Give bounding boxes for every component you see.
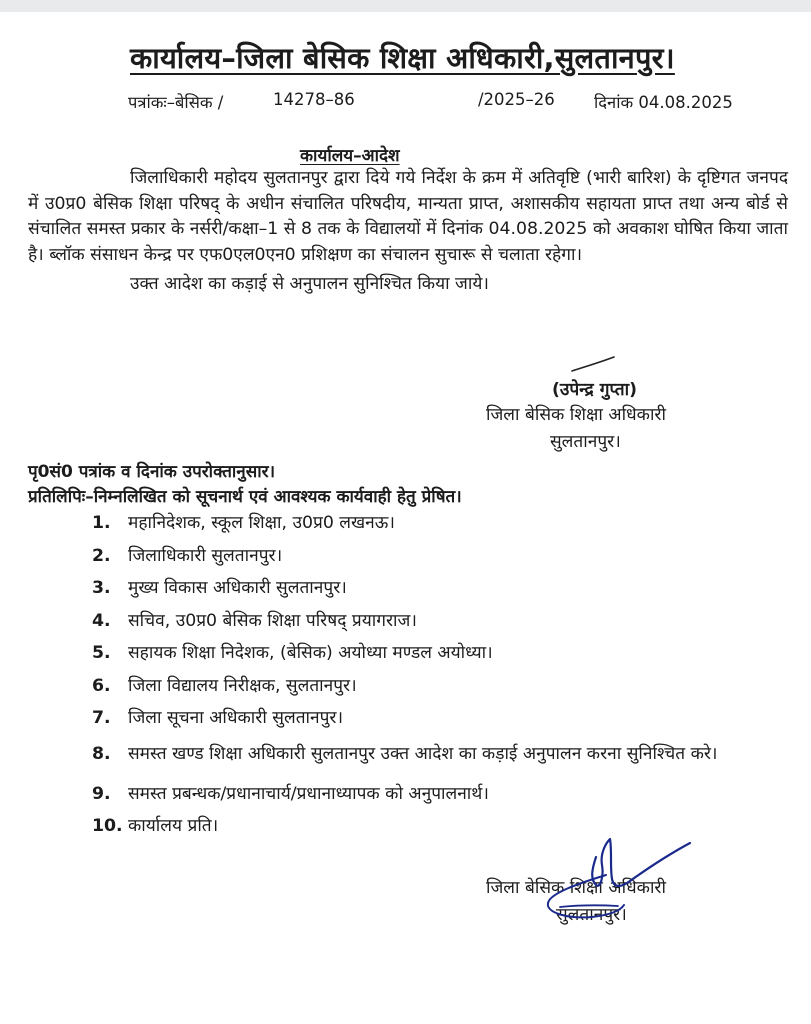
- letter-date: दिनांक 04.08.2025: [594, 93, 733, 112]
- list-item: [92, 707, 782, 730]
- item-number: 6.: [92, 675, 111, 696]
- list-item: [92, 610, 782, 633]
- item-text: जिला सूचना अधिकारी सुलतानपुर।: [128, 708, 344, 728]
- letter-ref-prefix: पत्रांकः–बेसिक /: [128, 93, 224, 112]
- item-text: जिला विद्यालय निरीक्षक, सुलतानपुर।: [128, 675, 357, 696]
- order-heading: कार्यालय–आदेश: [300, 146, 400, 166]
- order-paragraph-2: उक्त आदेश का कड़ाई से अनुपालन सुनिश्चित किया जाये।: [130, 274, 489, 295]
- item-text: सहायक शिक्षा निदेशक, (बेसिक) अयोध्या मण्डल अयोध्या।: [128, 643, 493, 663]
- letter-ref-number: 14278–86: [273, 90, 355, 109]
- item-number: 5.: [92, 643, 111, 663]
- item-text: समस्त प्रबन्धक/प्रधानाचार्य/प्रधानाध्यापक को अनुपालनार्थ।: [128, 783, 489, 804]
- signatory-designation: जिला बेसिक शिक्षा अधिकारी: [486, 405, 666, 425]
- item-text: कार्यालय प्रति।: [128, 816, 219, 836]
- pen-stroke-mark: [570, 355, 620, 375]
- item-number: 2.: [92, 545, 111, 566]
- item-text: महानिदेशक, स्कूल शिक्षा, उ0प्र0 लखनऊ।: [128, 513, 395, 533]
- item-number: 10.: [92, 816, 123, 836]
- signatory2-place: सुलतानपुर।: [556, 905, 627, 925]
- list-item: [92, 740, 782, 769]
- letter-ref-year: /2025–26: [478, 90, 555, 109]
- order-body: [28, 166, 788, 298]
- list-item: [92, 545, 782, 568]
- list-item: [92, 783, 782, 806]
- list-item: [92, 577, 782, 600]
- handwritten-signature: [540, 835, 710, 925]
- item-number: 1.: [92, 513, 111, 533]
- signatory-name: (उपेन्द्र गुप्ता): [552, 380, 637, 400]
- copy-ref-line: पृ0सं0 पत्रांक व दिनांक उपरोक्तानुसार।: [28, 462, 276, 482]
- item-number: 9.: [92, 783, 111, 804]
- item-number: 8.: [92, 743, 111, 764]
- item-text: समस्त खण्ड शिक्षा अधिकारी सुलतानपुर उक्त आदेश का कड़ाई अनुपालन करना सुनिश्चित करे।: [128, 743, 718, 764]
- item-text: जिलाधिकारी सुलतानपुर।: [128, 545, 283, 566]
- list-item: [92, 675, 782, 698]
- order-paragraph-1: जिलाधिकारी महोदय सुलतानपुर द्वारा दिये गये निर्देश के क्रम में अतिवृष्टि (भारी बारिश) के दृष्टिगत जनपद में उ0प्र0 बेसिक शिक्षा परिषद् के अधीन संचालित परिषदीय, मान्यता प्राप्त, अशासकीय सहायता प्राप्त तथा अन्य बोर्ड से संचालित समस्त प्रकार के नर्सरी/कक्षा–1 से 8 तक के विद्यालयों में दिनांक 04.08.2025 को अवकाश घोषित किया जाता है। ब्लॉक संसाधन केन्द्र पर एफ0एल0एन0 प्रशिक्षण का संचालन सुचारू से चलाता रहेगा।: [28, 168, 788, 265]
- list-item: [92, 512, 782, 535]
- item-number: 7.: [92, 708, 111, 728]
- office-title: कार्यालय–जिला बेसिक शिक्षा अधिकारी,सुलतानपुर।: [130, 41, 675, 75]
- signatory2-designation: जिला बेसिक शिक्षा अधिकारी: [486, 878, 666, 898]
- copy-intro: प्रतिलिपिः–निम्नलिखित को सूचनार्थ एवं आवश्यक कार्यवाही हेतु प्रेषित।: [28, 487, 462, 507]
- item-number: 3.: [92, 578, 111, 598]
- item-text: सचिव, उ0प्र0 बेसिक शिक्षा परिषद् प्रयागराज।: [128, 610, 417, 631]
- item-text: मुख्य विकास अधिकारी सुलतानपुर।: [128, 578, 347, 598]
- signatory-place: सुलतानपुर।: [550, 432, 621, 452]
- distribution-list: [92, 512, 782, 848]
- item-number: 4.: [92, 610, 111, 631]
- list-item: [92, 642, 782, 665]
